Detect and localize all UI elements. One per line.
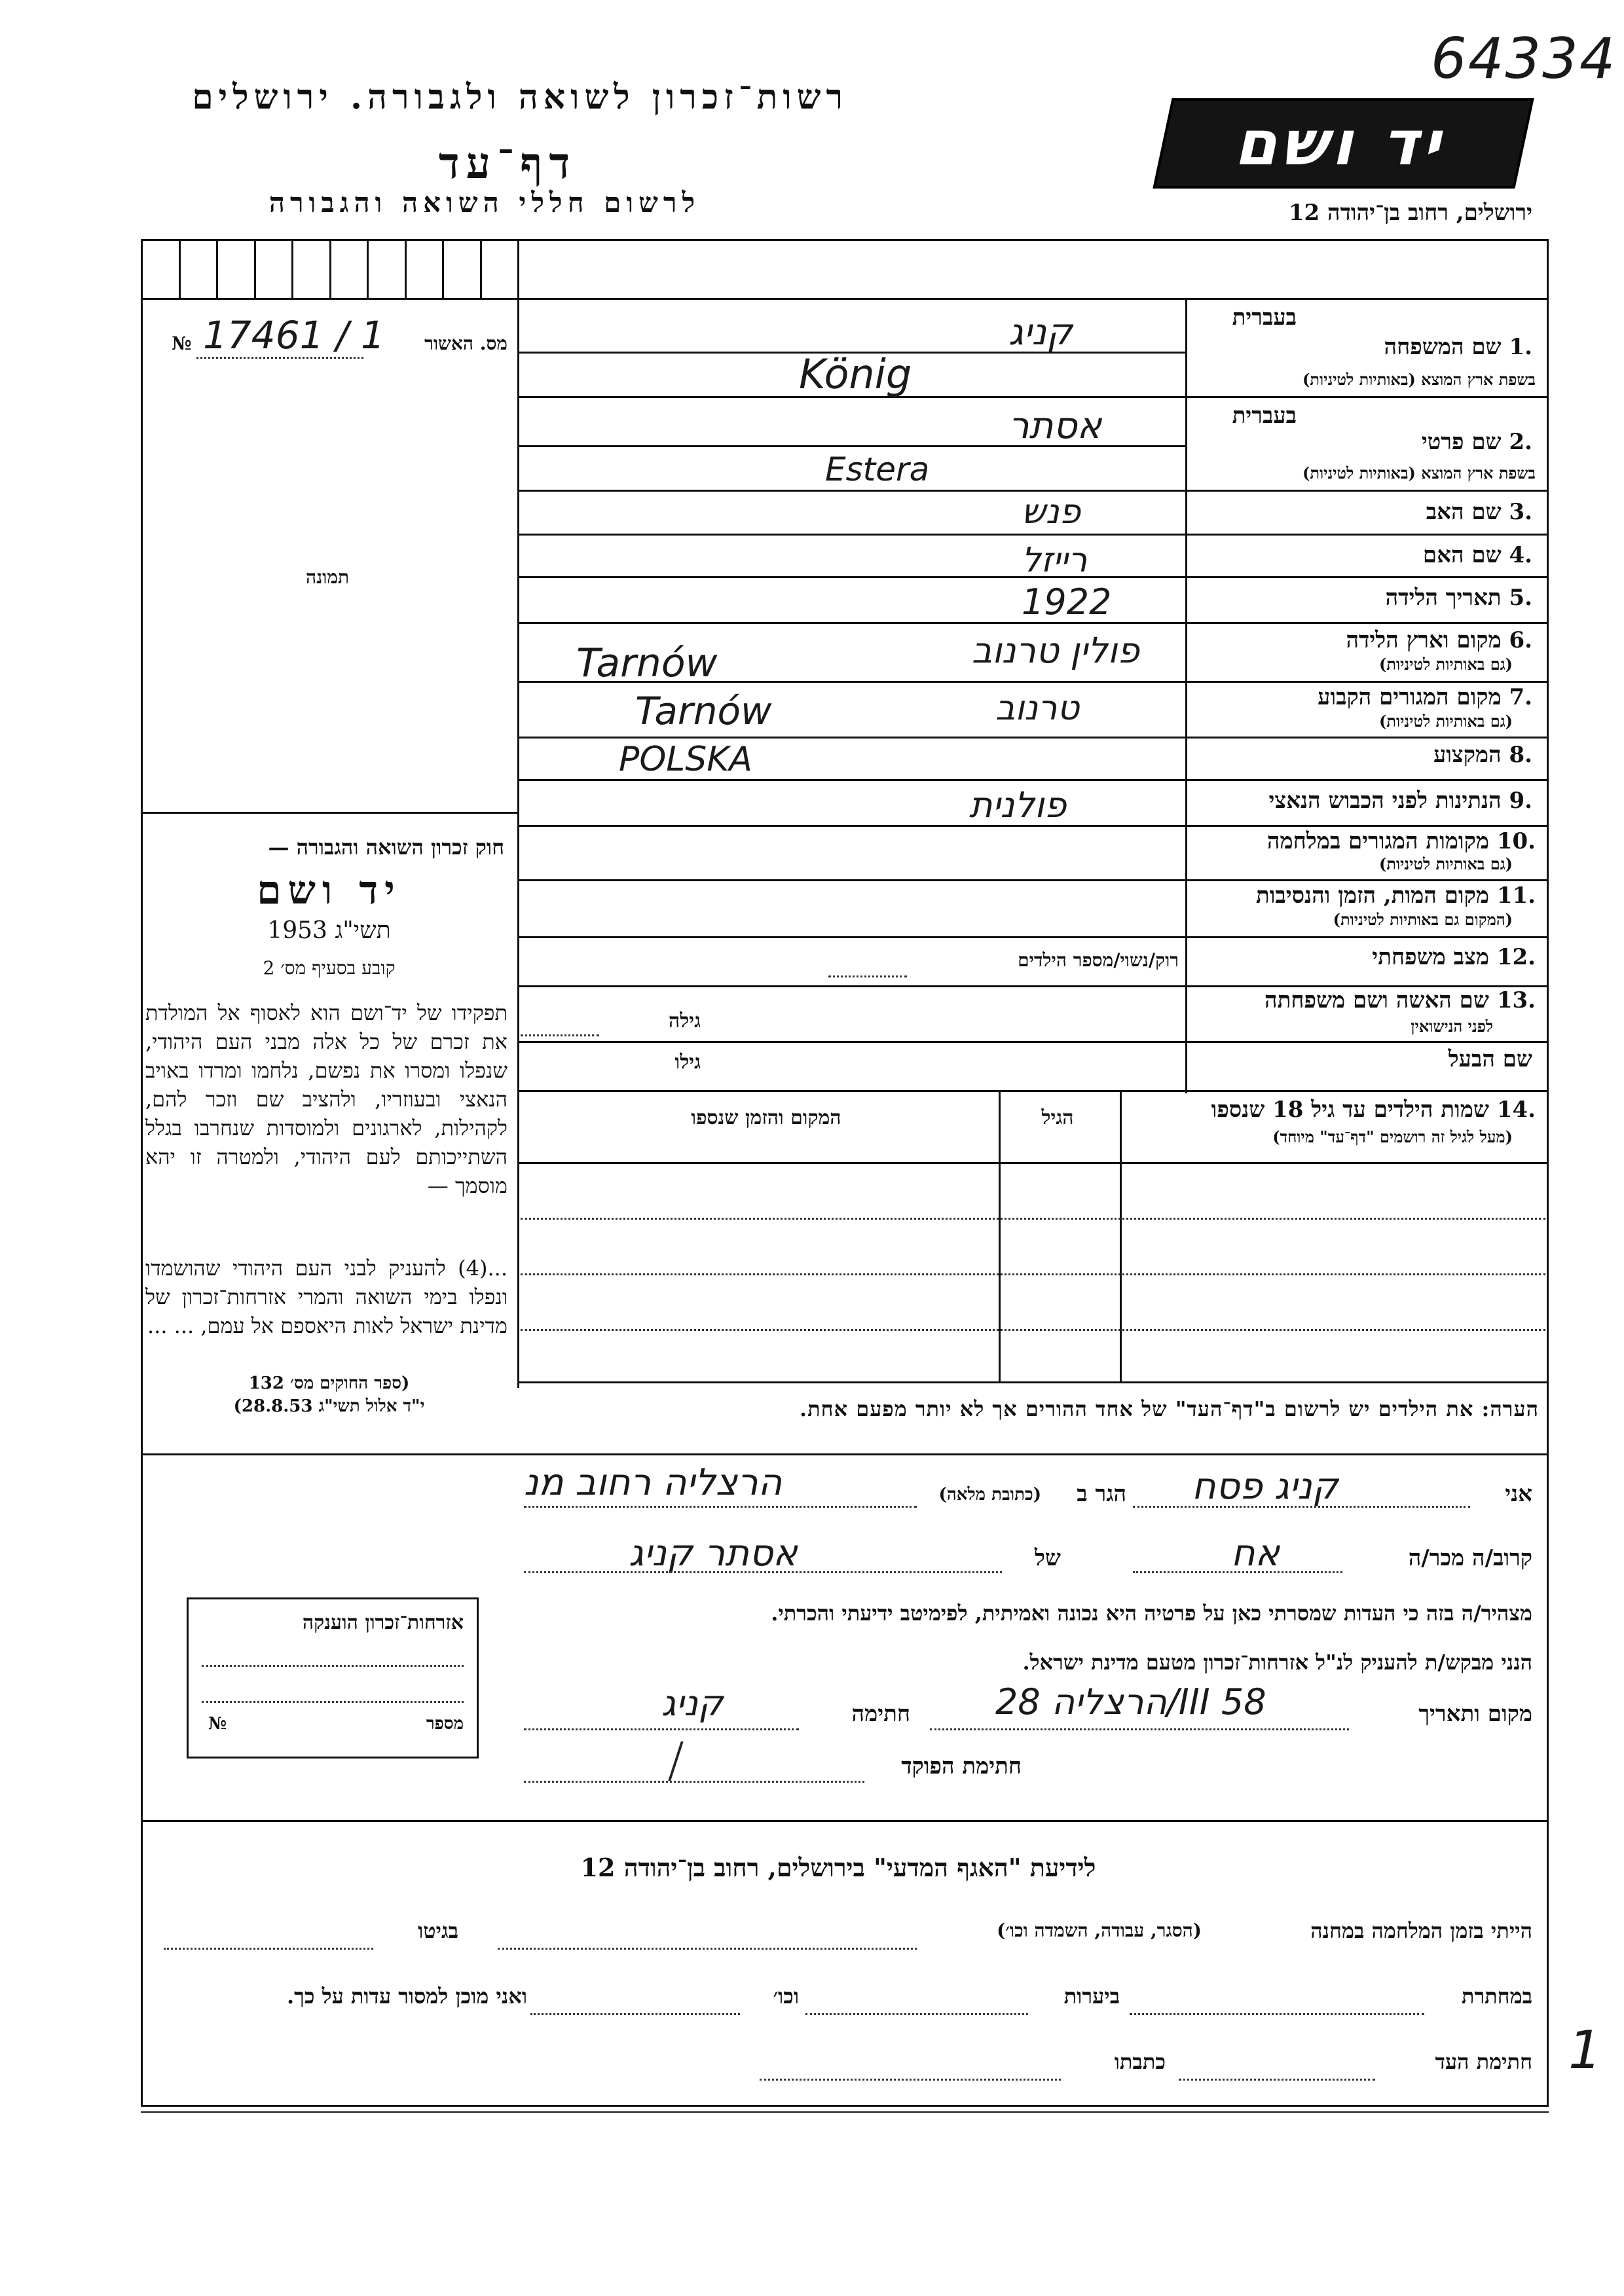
field-7-value-latin: Tarnów (635, 689, 772, 733)
footer-dotline (1130, 2013, 1424, 2015)
official-signature-mark (668, 1741, 709, 1781)
hebrew-label-2: בעברית (1232, 403, 1297, 429)
field-14-number: .14 (1488, 1097, 1536, 1123)
citizenship-box (187, 1597, 479, 1758)
age-male-label: גילו (674, 1051, 701, 1074)
field-9-label (1198, 788, 1532, 814)
table-row-line (521, 1273, 1545, 1275)
citizenship-line (202, 1665, 464, 1667)
tick-divider (329, 239, 331, 298)
row-line (517, 622, 1547, 624)
field-9-number: .9 (1501, 788, 1532, 814)
row-line (517, 534, 1547, 536)
decl-address-line (524, 1506, 917, 1508)
footer-dotline (164, 1948, 373, 1950)
field-6-value-latin: Tarnów (576, 640, 718, 686)
field-7-sub: (גם באותיות לטיניות) (1378, 712, 1513, 731)
footer-separator (141, 1820, 1549, 1822)
note-top (517, 1381, 1547, 1383)
official-signature-label: חתימת הפוקד (901, 1753, 1022, 1779)
decl-name-line (1133, 1506, 1470, 1508)
field-2-value-hebrew: אסתר (1008, 405, 1102, 447)
decl-relation: אח (1231, 1532, 1280, 1575)
field-9-value: פולנית (969, 784, 1067, 826)
field-8-label (1198, 742, 1532, 768)
col-age-header: הגיל (1041, 1106, 1074, 1129)
authority-line: רשות־זכרון לשואה ולגבורה. ירושלים (192, 77, 848, 117)
field-14-label (1113, 1097, 1536, 1123)
field-12-text: מצב משפחתי (1372, 944, 1489, 970)
field-13-text: שם האשה ושם משפחתה (1264, 987, 1489, 1013)
field-4-label (1198, 542, 1532, 568)
field-4-number: .4 (1501, 542, 1532, 568)
field-11-sub: (המקום גם באותיות לטיניות) (1333, 910, 1513, 929)
frame-top (141, 239, 1549, 241)
approval-label: מס. האשור (424, 333, 507, 354)
approval-no-sign: № (172, 333, 192, 354)
row-line (517, 779, 1547, 781)
footer-line1-a: הייתי בזמן המלחמה במחנה (1310, 1918, 1532, 1943)
field-4-text: שם האם (1422, 542, 1502, 568)
col-divider (1120, 1090, 1122, 1381)
field-6-label (1198, 627, 1532, 653)
form-title: דף־עד (438, 137, 577, 189)
tick-divider (291, 239, 293, 298)
age-female-underline (521, 1034, 599, 1036)
decl-address: הרצליה רחוב מנ (524, 1461, 783, 1504)
footer-line2-b: ביערות (1063, 1984, 1120, 2009)
field-13-label (1198, 987, 1536, 1013)
tick-divider (480, 239, 482, 298)
field-3-text: שם האב (1426, 499, 1502, 525)
row-line (517, 445, 1185, 447)
footer-line3-b: כתבתו (1114, 2049, 1166, 2074)
field-5-text: תאריך הלידה (1385, 585, 1502, 611)
field-1-sub: בשפת ארץ המוצא (באותיות לטיניות) (1302, 370, 1536, 389)
field-11-text: מקום המות, הזמן והנסיבות (1255, 883, 1489, 909)
field-2-number: .2 (1501, 429, 1532, 455)
field-2-text: שם פרטי (1421, 429, 1502, 455)
record-number: 64334 (1431, 26, 1617, 92)
law-date: י"ד אלול תשי"ג 28.8.53) (233, 1396, 425, 1416)
footer-title: לידיעת "האגף המדעי" בירושלים, רחוב בן־יהודה 12 (580, 1853, 1096, 1882)
photo-label: תמונה (305, 566, 350, 588)
field-13-number: .13 (1488, 987, 1536, 1013)
row-line (517, 737, 1547, 738)
left-column-border (517, 298, 519, 1388)
field-12-underline (828, 975, 907, 977)
row-line (517, 396, 1547, 398)
table-header-line (517, 1162, 1547, 1164)
field-7-label (1198, 684, 1532, 710)
official-signature-line (524, 1781, 864, 1783)
law-text: תפקידו של יד־ושם הוא לאסוף אל המולדת את זכרם של כל אלה מבני העם היהודי, שנפלו ומסרו את נפשם, נלחמו ומרדו באויב הנאצי ובעוזריו, ולהציב שם וזכר להם, לקהילות, לארגונים ולמוסדות שנחרבו בגלל השתייכותם לעם היהודי, ולמטרה זו יהא מוסמך — (145, 1000, 507, 1198)
row-line (517, 1090, 1547, 1092)
decl-statement: מצהיר/ה בזה כי העדות שמסרתי כאן על פרטיה היא נכונה ואמיתית, לפימיטב ידיעתי והכרתי. (771, 1601, 1532, 1626)
field-14-text: שמות הילדים עד גיל 18 שנספו (1211, 1097, 1489, 1123)
field-5-label (1198, 585, 1532, 611)
hebrew-label-1: בעברית (1232, 304, 1297, 331)
approval-underline (196, 357, 363, 359)
decl-relation-label: קרוב/ה מכר/ה (1408, 1545, 1532, 1571)
law-text-2: ...(4) להעניק לבני העם היהודי שהושמדו ונפלו בימי השואה והמרי אזרחות־זכרון של מדינת ישראל לאות היאספם אל עמם, ... ... (145, 1256, 507, 1338)
decl-address-hint: (כתובת מלאה) (938, 1485, 1041, 1504)
field-6-value-hebrew: פולין טרנוב (971, 630, 1139, 671)
footer-dotline (805, 2013, 1028, 2015)
table-row-line (521, 1218, 1545, 1220)
field-1-text: שם המשפחה (1384, 334, 1502, 360)
law-heading: חוק זכרון השואה והגבורה — (268, 835, 504, 860)
decl-request: הנני מבקש/ת להעניק לנ"ל אזרחות־זכרון מטעם מדינת ישראל. (1022, 1650, 1532, 1675)
decl-resides-label: הגר ב (1077, 1481, 1126, 1507)
tick-divider (367, 239, 369, 298)
field-1-number: .1 (1501, 334, 1532, 360)
footer-line2-c: וכו׳ (773, 1984, 799, 2009)
footer-line2-a: במחתרת (1461, 1984, 1532, 2009)
footer-dotline (530, 2013, 740, 2015)
field-6-sub: (גם באותיות לטיניות) (1378, 655, 1513, 674)
field-7-text: מקום המגורים הקבוע (1318, 684, 1502, 710)
husband-label: שם הבעל (1448, 1046, 1532, 1072)
field-3-label (1198, 499, 1532, 525)
tick-divider (179, 239, 181, 298)
decl-signature-line (524, 1728, 799, 1730)
field-11-label (1198, 883, 1536, 909)
field-1-value-hebrew: קניג (1008, 311, 1073, 354)
field-13-sub: לפני הנישואין (1411, 1017, 1493, 1036)
field-5-number: .5 (1501, 585, 1532, 611)
field-7-value-hebrew: טרנוב (995, 689, 1080, 728)
tick-divider (442, 239, 444, 298)
field-3-number: .3 (1501, 499, 1532, 525)
law-reference: (ספר החוקים מס׳ 132 (248, 1374, 410, 1393)
footer-line2-d: ואני מוכן למסור עדות על כך. (286, 1984, 527, 2009)
yad-vashem-logo (1153, 98, 1534, 189)
tick-divider (216, 239, 218, 298)
row-line (517, 825, 1547, 827)
header-address: ירושלים, רחוב בן־יהודה 12 (1288, 200, 1532, 226)
label-column-border (1185, 298, 1187, 1093)
tick-divider (405, 239, 407, 298)
frame-bottom-2 (141, 2111, 1549, 2113)
decl-of-line (524, 1571, 1002, 1573)
approval-number: 17461 / 1 (203, 313, 385, 357)
law-name: יד ושם (257, 867, 401, 913)
field-6-number: .6 (1501, 627, 1532, 653)
decl-relation-line (1133, 1571, 1342, 1573)
field-8-number: .8 (1501, 742, 1532, 768)
footer-dotline (1179, 2079, 1375, 2081)
field-2-value-latin: Estera (825, 450, 930, 488)
field-1-label (1198, 334, 1532, 360)
decl-signature: קניג (661, 1683, 724, 1724)
citizenship-number-label: מספר (426, 1714, 464, 1734)
decl-of-value: אסתר קניג (629, 1532, 798, 1575)
citizenship-box-title: אזרחות־זכרון הוענקה (302, 1611, 464, 1634)
decl-of-label: של (1035, 1545, 1061, 1571)
field-2-sub: בשפת ארץ המוצא (באותיות לטיניות) (1302, 464, 1536, 483)
age-female-label: גילה (668, 1010, 701, 1032)
field-4-value: רייזל (1022, 541, 1088, 580)
form-subtitle: לרשום חללי השואה והגבורה (268, 187, 701, 219)
footer-dotline (498, 1948, 917, 1950)
law-clause: קובע בסעיף מס׳ 2 (263, 957, 396, 979)
citizenship-line (202, 1701, 464, 1703)
field-5-value: 1922 (1022, 581, 1112, 623)
field-9-text: הנתינות לפני הכבוש הנאצי (1268, 788, 1502, 814)
decl-place-date-line (930, 1728, 1349, 1730)
citizenship-no-sign: № (208, 1714, 227, 1734)
field-10-label (1198, 828, 1536, 854)
row-line (517, 936, 1547, 938)
note-bottom (141, 1453, 1549, 1455)
law-separator (141, 812, 517, 814)
frame-left (141, 239, 143, 2105)
footer-line1-hint: (הסגר, עבודה, השמדה וכו׳) (997, 1920, 1202, 1941)
row-line (517, 490, 1547, 492)
field-12-number: .12 (1488, 944, 1536, 970)
footer-line1-b: בגיטו (418, 1918, 458, 1943)
field-1-value-latin: König (799, 350, 912, 398)
decl-signature-label: חתימה (851, 1701, 910, 1727)
footer-dotline (760, 2079, 1061, 2081)
logo-text: יד ושם (1230, 107, 1456, 179)
margin-mark: 1 (1568, 2020, 1602, 2081)
row-line (517, 1041, 1547, 1043)
note-text: הערה: את הילדים יש לרשום ב"דף־העד" של אחד ההורים אך לא יותר מפעם אחת. (799, 1396, 1539, 1421)
col-place-header: המקום והזמן שנספו (691, 1106, 841, 1129)
row-line (517, 576, 1547, 578)
field-14-sub: (מעל לגיל זה רושמים "דף־עד" מיוחד) (1272, 1127, 1513, 1146)
field-10-sub: (גם באותיות לטיניות) (1378, 854, 1513, 873)
row-line (517, 681, 1547, 683)
field-2-label (1198, 429, 1532, 455)
tick-divider (254, 239, 256, 298)
decl-place-date: הרצליה 28/III 58 (995, 1681, 1266, 1722)
field-10-number: .10 (1488, 828, 1536, 854)
frame-bottom (141, 2105, 1549, 2107)
field-6-text: מקום וארץ הלידה (1346, 627, 1502, 653)
field-7-number: .7 (1501, 684, 1532, 710)
col-divider (999, 1090, 1001, 1381)
decl-name: קניג פסח (1192, 1465, 1338, 1508)
tick-row-bottom (141, 298, 1549, 300)
field-7-country: POLSKA (619, 740, 752, 779)
tick-divider (517, 239, 519, 298)
field-10-text: מקומות המגורים במלחמה (1266, 828, 1489, 854)
table-row-line (521, 1329, 1545, 1331)
field-12-options: רוק/נשוי/מספר הילדים (1018, 949, 1179, 971)
decl-place-date-label: מקום ותאריך (1418, 1701, 1532, 1727)
field-8-text: המקצוע (1433, 742, 1502, 768)
decl-i-label: אני (1505, 1481, 1532, 1507)
footer-line3-a: חתימת העד (1435, 2049, 1532, 2074)
frame-right (1547, 239, 1549, 2105)
field-12-label (1198, 944, 1536, 970)
row-line (517, 879, 1547, 881)
field-11-number: .11 (1488, 883, 1536, 909)
field-3-value: פנש (1022, 492, 1081, 532)
law-year: תשי"ג 1953 (267, 917, 391, 944)
